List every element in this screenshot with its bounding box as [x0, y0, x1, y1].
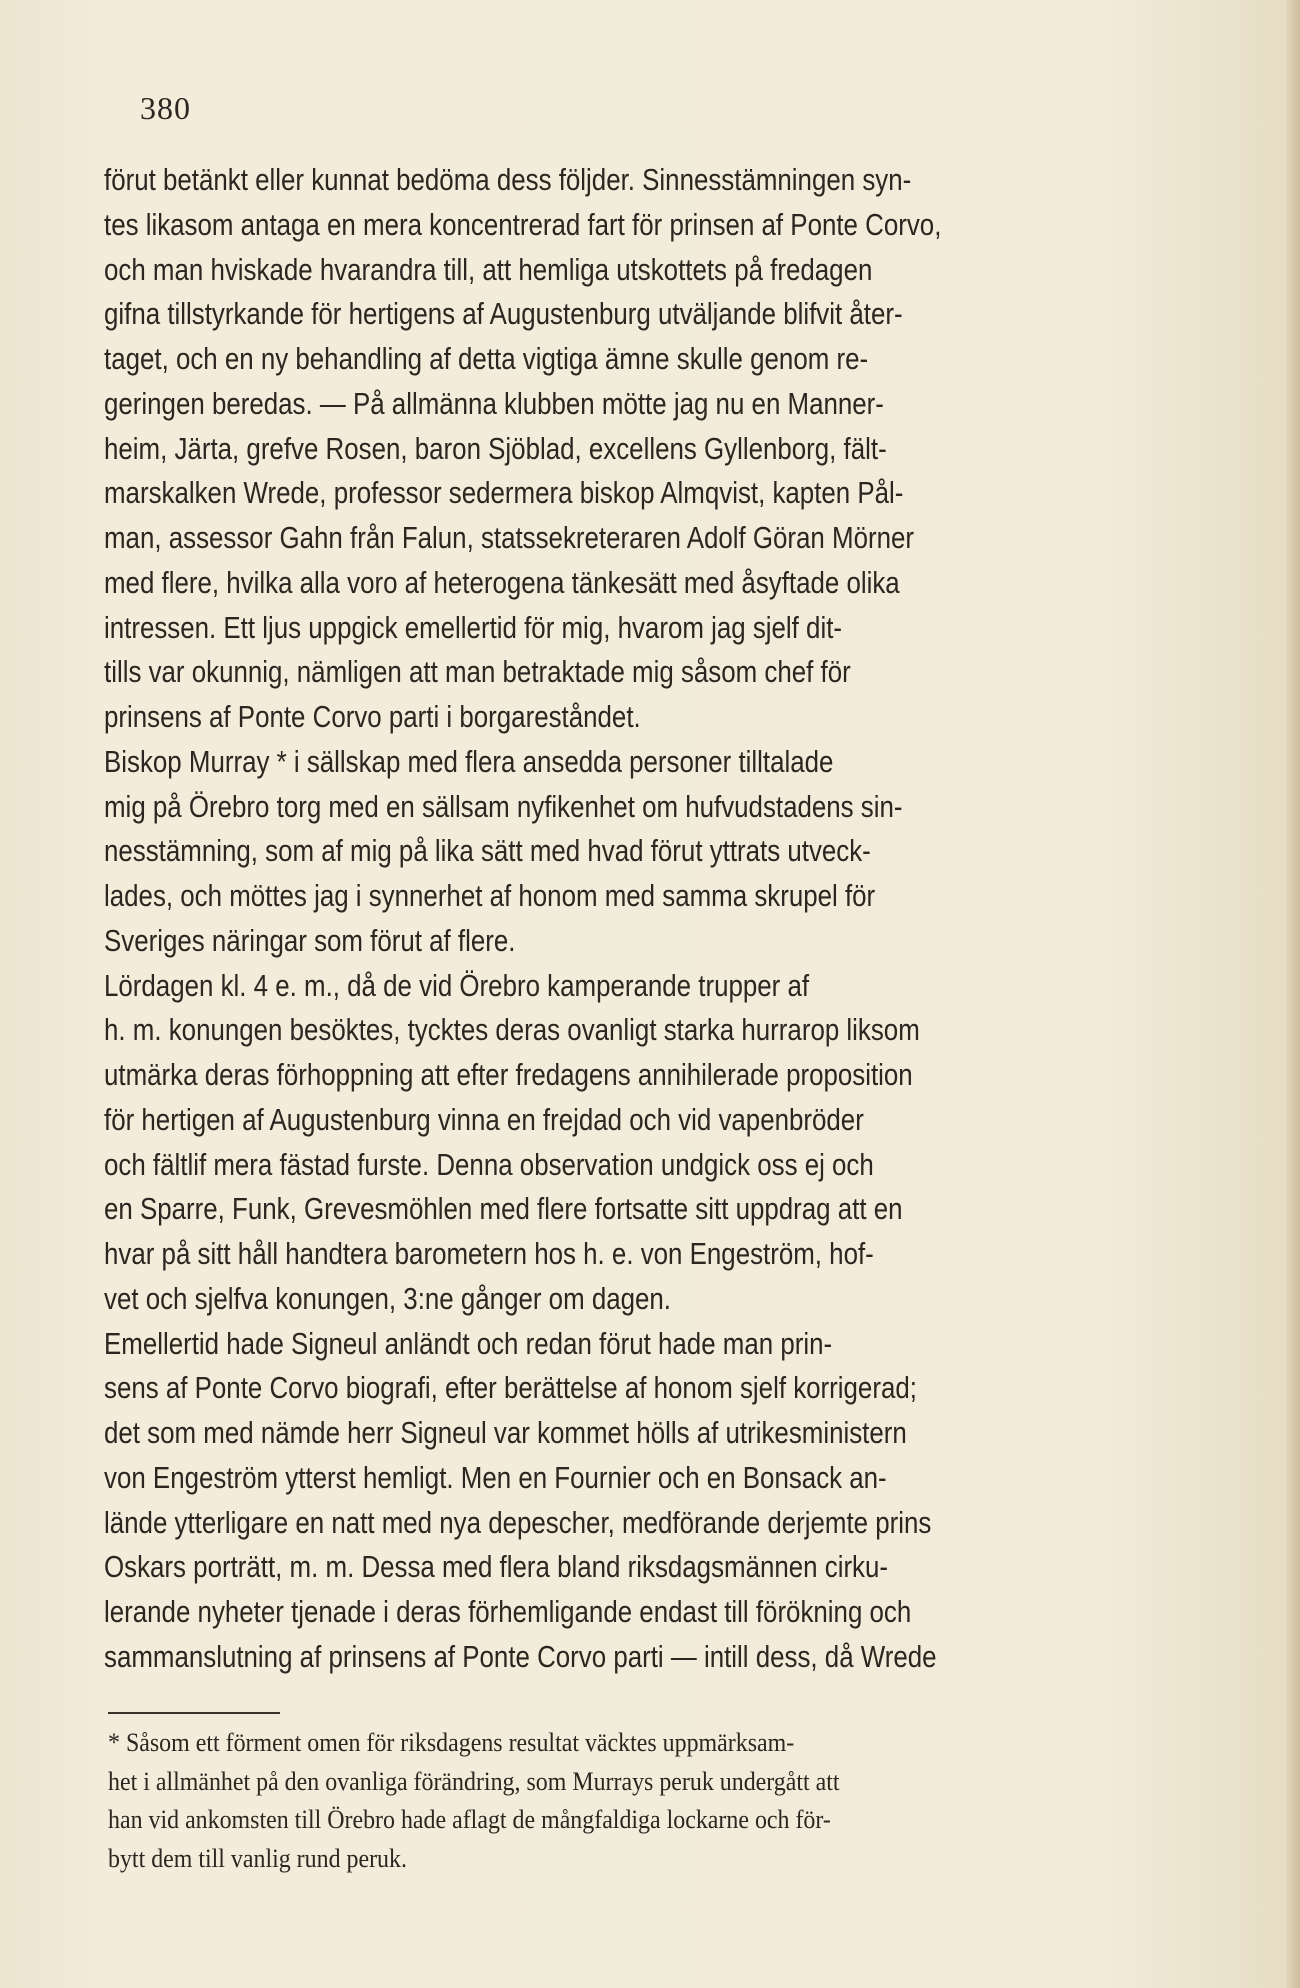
- main-text-block: [104, 158, 1244, 1680]
- text-line: man, assessor Gahn från Falun, statssekreteraren Adolf Göran Mörner: [104, 520, 915, 555]
- text-line: hvar på sitt håll handtera barometern hos h. e. von Engeström, hof-: [104, 1236, 874, 1271]
- text-line: intressen. Ett ljus uppgick emellertid för mig, hvarom jag sjelf dit-: [104, 609, 843, 645]
- text-line: och fältlif mera fästad furste. Denna observation undgick oss ej och: [104, 1146, 874, 1182]
- text-line: och man hviskade hvarandra till, att hemliga utskottets på fredagen: [104, 251, 873, 287]
- text-line: utmärka deras förhoppning att efter fredagens annihilerade proposition: [104, 1057, 913, 1092]
- text-line: Oskars porträtt, m. m. Dessa med flera bland riksdagsmännen cirku-: [104, 1549, 889, 1585]
- text-line: det som med nämde herr Signeul var kommet hölls af utrikesministern: [104, 1415, 907, 1450]
- text-line: marskalken Wrede, professor sedermera biskop Almqvist, kapten Pål-: [104, 475, 904, 511]
- text-line: för hertigen af Augustenburg vinna en frejdad och vid vapenbröder: [104, 1101, 864, 1137]
- text-line: tes likasom antaga en mera koncentrerad fart för prinsen af Ponte Corvo,: [104, 206, 942, 242]
- text-line: sammanslutning af prinsens af Ponte Corvo parti — intill dess, då Wrede: [104, 1638, 937, 1674]
- footnote-line: * Såsom ett förment omen för riksdagens resultat väcktes uppmärksam-: [108, 1728, 795, 1757]
- text-line: en Sparre, Funk, Grevesmöhlen med flere fortsatte sitt uppdrag att en: [104, 1191, 903, 1227]
- text-line: lände ytterligare en natt med nya depescher, medförande derjemte prins: [104, 1504, 932, 1540]
- text-line: mig på Örebro torg med en sällsam nyfikenhet om hufvudstadens sin-: [104, 788, 903, 824]
- text-line: med flere, hvilka alla voro af heterogena tänkesätt med åsyftade olika: [104, 564, 900, 600]
- text-line: Emellertid hade Signeul anländt och redan förut hade man prin-: [104, 1325, 833, 1361]
- text-line: vet och sjelfva konungen, 3:ne gånger om dagen.: [104, 1280, 672, 1316]
- footnote-line: bytt dem till vanlig rund peruk.: [108, 1843, 407, 1873]
- text-line: sens af Ponte Corvo biografi, efter berättelse af honom sjelf korrigerad;: [104, 1370, 917, 1406]
- text-line: prinsens af Ponte Corvo parti i borgareståndet.: [104, 699, 641, 734]
- footnote-block: [108, 1724, 1248, 1878]
- footnote-rule: [108, 1712, 280, 1714]
- text-line: Biskop Murray * i sällskap med flera ansedda personer tilltalade: [104, 743, 834, 779]
- text-line: taget, och en ny behandling af detta vigtiga ämne skulle genom re-: [104, 341, 869, 376]
- text-line: tills var okunnig, nämligen att man betraktade mig såsom chef för: [104, 654, 851, 690]
- text-line: lades, och möttes jag i synnerhet af honom med samma skrupel för: [104, 878, 876, 913]
- text-line: heim, Järta, grefve Rosen, baron Sjöblad, excellens Gyllenborg, fält-: [104, 430, 887, 466]
- text-line: von Engeström ytterst hemligt. Men en Fournier och en Bonsack an-: [104, 1459, 887, 1495]
- footnote-line: han vid ankomsten till Örebro hade aflagt de mångfaldiga lockarne och för-: [108, 1805, 831, 1834]
- text-line: geringen beredas. — På allmänna klubben mötte jag nu en Manner-: [104, 385, 884, 421]
- page-edge-shadow: [1286, 0, 1300, 1988]
- text-line: nesstämning, som af mig på lika sätt med hvad förut yttrats utveck-: [104, 833, 871, 869]
- text-line: förut betänkt eller kunnat bedöma dess följder. Sinnesstämningen syn-: [104, 162, 912, 197]
- page-number: 380: [140, 90, 191, 126]
- footnote-line: het i allmänhet på den ovanliga förändring, som Murrays peruk undergått att: [108, 1766, 840, 1796]
- text-line: Sveriges näringar som förut af flere.: [104, 922, 516, 958]
- text-line: gifna tillstyrkande för hertigens af Augustenburg utväljande blifvit åter-: [104, 296, 903, 332]
- text-line: h. m. konungen besöktes, tycktes deras ovanligt starka hurrarop liksom: [104, 1012, 920, 1048]
- text-line: Lördagen kl. 4 e. m., då de vid Örebro kamperande trupper af: [104, 967, 810, 1003]
- text-line: lerande nyheter tjenade i deras förhemligande endast till förökning och: [104, 1594, 912, 1629]
